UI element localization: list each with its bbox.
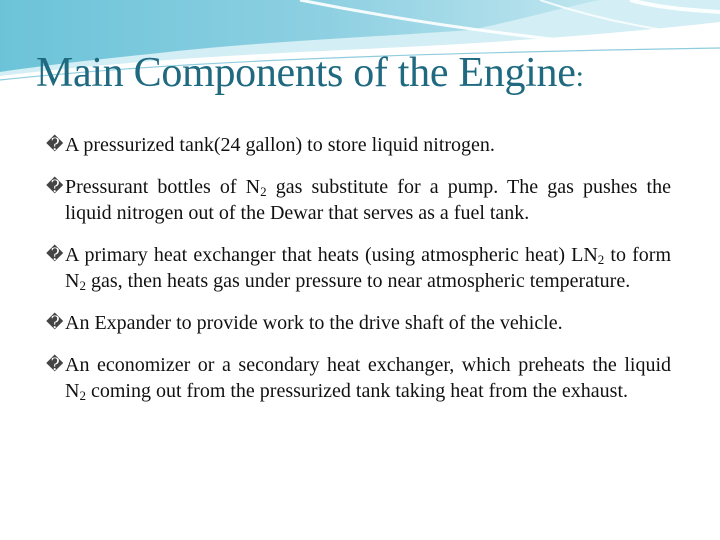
bullet-item-economizer: � An economizer or a secondary heat exchanger, which preheats the liquid $N_2$ coming out from the pressurized tank taking heat from the exhaust. <box>46 354 671 403</box>
bullet-marker-icon: � <box>46 245 64 264</box>
component-bullet-list <box>46 132 671 420</box>
bullet-marker-icon: � <box>46 177 64 196</box>
bullet-item-expander: � An Expander to provide work to the drive shaft of the vehicle. <box>46 312 563 334</box>
bullet-marker-icon: � <box>46 135 64 154</box>
slide-title-text: Main Components of the Engine <box>36 50 576 96</box>
slide-title-colon: : <box>575 60 584 93</box>
bullet-item-tank: � A pressurized tank(24 gallon) to store liquid nitrogen. <box>46 134 495 156</box>
slide-title <box>36 48 584 102</box>
bullet-marker-icon: � <box>46 355 64 374</box>
bullet-marker-icon: � <box>46 313 64 332</box>
bullet-item-heat-exchanger: � A primary heat exchanger that heats (using atmospheric heat) $LN_2$ to form $N_2$ gas, then heats gas under pressure to near atmospheric temperature. <box>46 244 671 293</box>
bullet-item-pressurant-bottles: � Pressurant bottles of $N_2$ gas substitute for a pump. The gas pushes the liquid nitrogen out of the Dewar that serves as a fuel tank. <box>46 176 671 224</box>
